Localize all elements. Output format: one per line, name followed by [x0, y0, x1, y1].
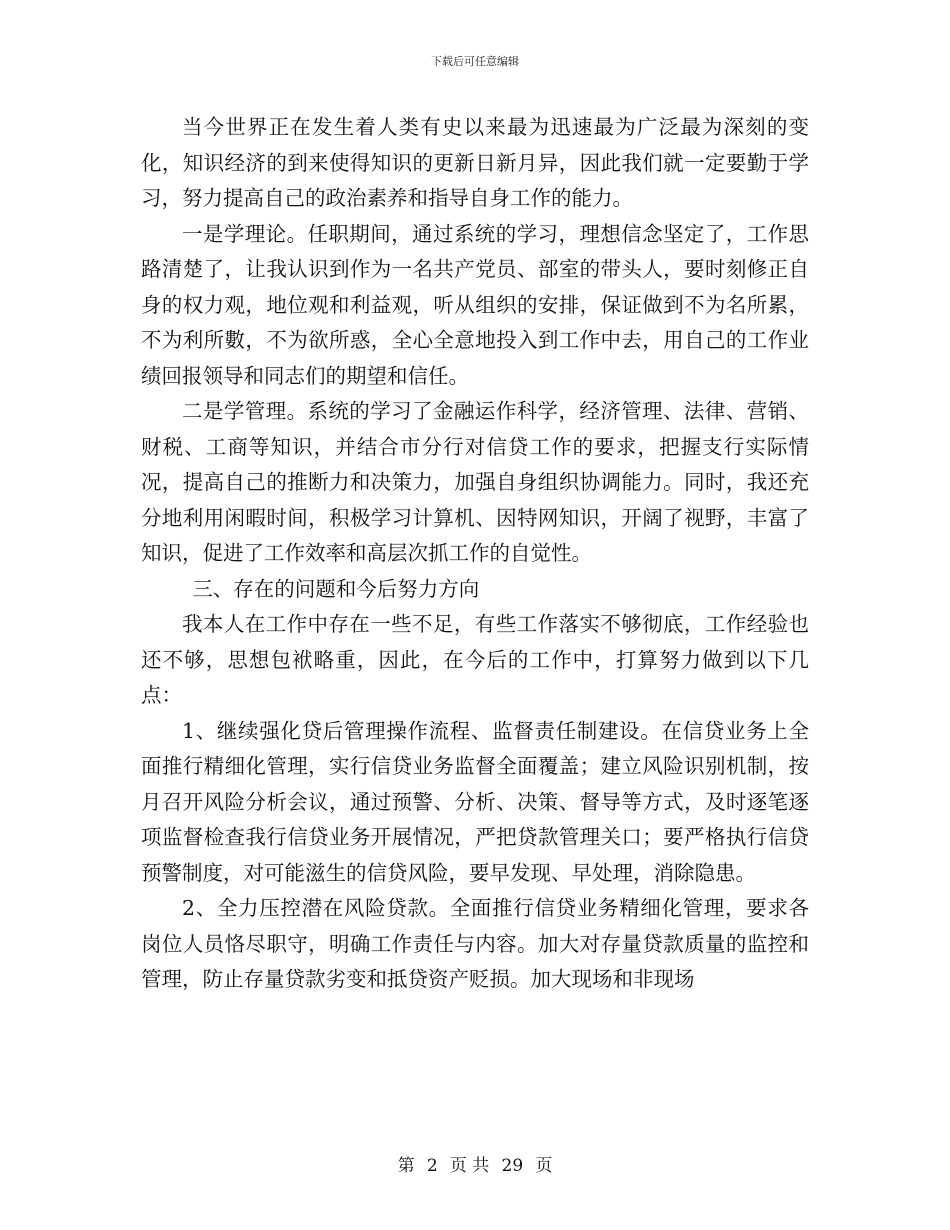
footer-total-pages: 29: [501, 1156, 524, 1176]
footer-suffix: 页: [535, 1156, 553, 1176]
paragraph-study-theory: 一是学理论。任职期间，通过系统的学习，理想信念坚定了，工作思路清楚了，让我认识到作为一名共产党员、部室的带头人，要时刻修正自身的权力观，地位观和利益观，听从组织的安排，保证做到不为名所累，不为利所數，不为欲所惑，全心全意地投入到工作中去，用自己的工作业绩回报领导和同志们的期望和信任。: [141, 221, 809, 388]
document-body: [141, 110, 809, 998]
section-heading-problems: 三、存在的问题和今后努力方向: [192, 576, 480, 601]
footer-current-page: 2: [426, 1156, 438, 1176]
paragraph-shortcomings: 我本人在工作中存在一些不足，有些工作落实不够彻底，工作经验也还不够，思想包袱略重，因此，在今后的工作中，打算努力做到以下几点：: [141, 612, 809, 707]
page-header-note: 下载后可任意编辑: [431, 55, 519, 68]
paragraph-intro: 当今世界正在发生着人类有史以来最为迅速最为广泛最为深刻的变化，知识经济的到来使得知识的更新日新月异，因此我们就一定要勤于学习，努力提高自己的政治素养和指导自身工作的能力。: [141, 115, 809, 210]
paragraph-point-2: 2、全力压控潜在风险贷款。全面推行信贷业务精细化管理，要求各岗位人员恪尽职守，明确工作责任与内容。加大对存量贷款质量的监控和管理，防止存量贷款劣变和抵贷资产贬损。加大现场和非现场: [141, 896, 809, 991]
footer-prefix: 第: [397, 1156, 415, 1176]
footer-middle: 页 共: [449, 1156, 490, 1176]
paragraph-study-management: 二是学管理。系统的学习了金融运作科学，经济管理、法律、营销、财税、工商等知识，并结合市分行对信贷工作的要求，把握支行实际情况，提高自己的推断力和决策力，加强自身组织协调能力。同时，我还充分地利用闲暇时间，积极学习计算机、因特网知识，开阔了视野，丰富了知识，促进了工作效率和高层次抓工作的自觉性。: [141, 399, 809, 565]
paragraph-point-1: 1、继续强化贷后管理操作流程、监督责任制建设。在信贷业务上全面推行精细化管理，实行信贷业务监督全面覆盖；建立风险识别机制，按月召开风险分析会议，通过预警、分析、决策、督导等方式，及时逐笔逐项监督检查我行信贷业务开展情况，严把贷款管理关口；要严格执行信贷预警制度，对可能滋生的信贷风险，要早发现、早处理，消除隐患。: [141, 718, 809, 885]
page-number-footer: [0, 1156, 950, 1176]
